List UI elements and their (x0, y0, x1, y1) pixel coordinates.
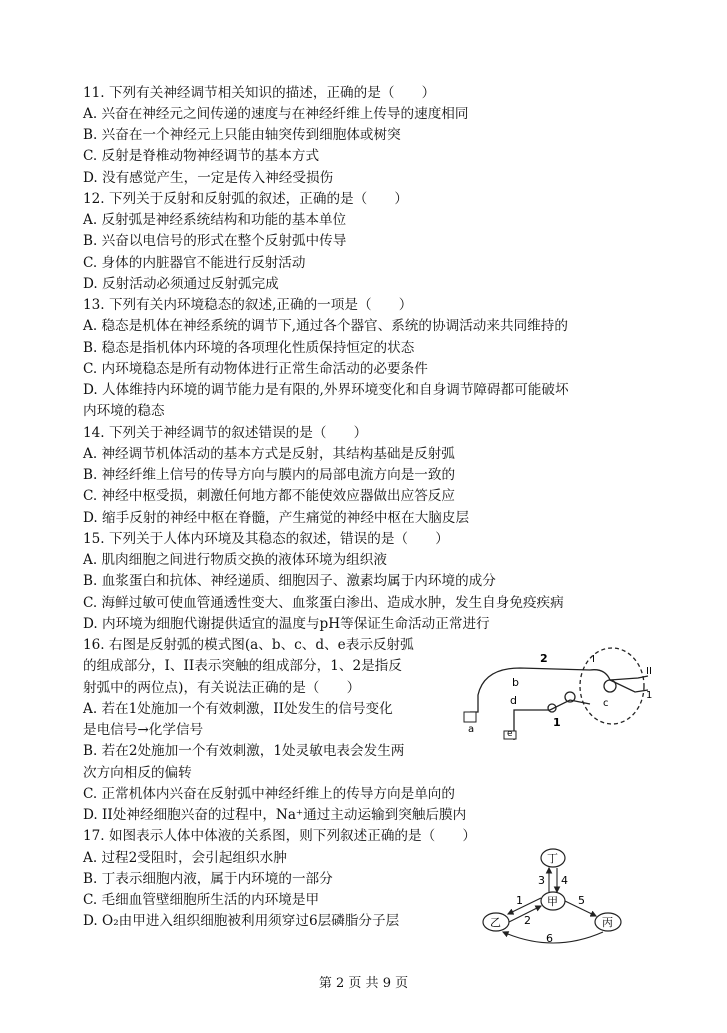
label-bing: 丙 (602, 916, 613, 929)
page-footer: 第 2 页 共 9 页 (318, 976, 409, 991)
option-a: A. 稳态是机体在神经系统的调节下,通过各个器官、系统的协调活动来共同维持的 (83, 318, 568, 334)
option-a: A. 若在1处施加一个有效刺激，II处发生的信号变化 (83, 701, 393, 717)
option-d: D. 内环境为细胞代谢提供适宜的温度与pH等保证生命活动正常进行 (83, 616, 490, 632)
arrow-6 (503, 932, 603, 943)
question-13-stem: 13. 下列有关内环境稳态的叙述,正确的一项是（ ） (83, 297, 413, 313)
option-d: D. 人体维持内环境的调节能力是有限的,外界环境变化和自身调节障碍都可能破坏 (83, 382, 569, 398)
option-b: B. 稳态是指机体内环境的各项理化性质保持恒定的状态 (83, 340, 415, 356)
option-b: B. 神经纤维上信号的传导方向与膜内的局部电流方向是一致的 (83, 467, 456, 483)
option-c: C. 正常机体内兴奋在反射弧中神经纤维上的传导方向是单向的 (83, 786, 455, 802)
option-a: A. 兴奋在神经元之间传递的速度与在神经纤维上传导的速度相同 (83, 106, 469, 122)
option-c: C. 身体的内脏器官不能进行反射活动 (83, 255, 306, 271)
label-ding: 丁 (547, 852, 558, 865)
label-1-right: 1 (646, 690, 653, 701)
label-d: d (510, 694, 517, 707)
label-I: I (592, 654, 595, 665)
question-11-stem: 11. 下列有关神经调节相关知识的描述，正确的是（ ） (83, 85, 436, 101)
option-b: B. 兴奋在一个神经元上只能由轴突传到细胞体或树突 (83, 127, 401, 143)
option-b: B. 兴奋以电信号的形式在整个反射弧中传导 (83, 233, 347, 249)
arrow-1 (508, 898, 541, 914)
question-16-stem-cont: 的组成部分，I、II表示突触的组成部分，1、2是指反 (83, 658, 402, 674)
label-e: e (507, 729, 513, 739)
label-a: a (468, 724, 475, 735)
effector-a (464, 712, 476, 722)
question-14-stem: 14. 下列关于神经调节的叙述错误的是（ ） (83, 425, 368, 441)
option-a: A. 反射弧是神经系统结构和功能的基本单位 (83, 212, 347, 228)
label-point-1: 1 (553, 716, 561, 729)
label-II: II (646, 666, 652, 677)
option-c: C. 神经中枢受损，刺激任何地方都不能使效应器做出应答反应 (83, 488, 455, 504)
question-12-stem: 12. 下列关于反射和反射弧的叙述，正确的是（ ） (83, 191, 409, 207)
option-c: C. 反射是脊椎动物神经调节的基本方式 (83, 148, 320, 164)
label-2: 2 (524, 914, 531, 927)
option-d: D. O₂由甲进入组织细胞被利用须穿过6层磷脂分子层 (83, 913, 400, 929)
label-jia: 甲 (547, 895, 558, 908)
option-a: A. 过程2受阻时，会引起组织水肿 (83, 850, 287, 866)
option-c: C. 内环境稳态是所有动物体进行正常生命活动的必要条件 (83, 361, 428, 377)
question-17-stem: 17. 如图表示人体中体液的关系图，则下列叙述正确的是（ ） (83, 828, 476, 844)
option-c: C. 毛细血管壁细胞所生活的内环境是甲 (83, 892, 320, 908)
option-d: D. 没有感觉产生，一定是传入神经受损伤 (83, 170, 334, 186)
option-b: B. 丁表示细胞内液，属于内环境的一部分 (83, 871, 333, 887)
question-16-stem-cont: 射弧中的两位点)，有关说法正确的是（ ） (83, 680, 361, 696)
option-b: B. 血浆蛋白和抗体、神经递质、细胞因子、激素均属于内环境的成分 (83, 573, 496, 589)
option-a: A. 肌肉细胞之间进行物质交换的液体环境为组织液 (83, 552, 387, 568)
label-6: 6 (546, 932, 553, 945)
option-a: A. 神经调节机体活动的基本方式是反射，其结构基础是反射弧 (83, 446, 455, 462)
label-c: c (603, 698, 609, 709)
option-b: B. 若在2处施加一个有效刺激，1处灵敏电表会发生两 (83, 743, 405, 759)
option-a-cont: 是电信号→化学信号 (83, 722, 204, 738)
option-c: C. 海鲜过敏可使血管通透性变大、血浆蛋白渗出、造成水肿，发生自身免疫疾病 (83, 595, 564, 611)
option-d: D. 缩手反射的神经中枢在脊髓，产生痛觉的神经中枢在大脑皮层 (83, 510, 470, 526)
label-4: 4 (561, 874, 568, 887)
question-15-stem: 15. 下列关于人体内环境及其稳态的叙述，错误的是（ ） (83, 531, 449, 547)
label-3: 3 (538, 874, 545, 887)
option-d: D. 反射活动必须通过反射弧完成 (83, 276, 279, 292)
question-16-stem: 16. 右图是反射弧的模式图(a、b、c、d、e表示反射弧 (83, 637, 414, 653)
option-d: D. II处神经细胞兴奋的过程中，Na⁺通过主动运输到突触后膜内 (83, 807, 467, 823)
label-point-2: 2 (540, 652, 548, 665)
body-fluid-figure (478, 846, 628, 946)
option-d-cont: 内环境的稳态 (83, 403, 165, 419)
label-yi: 乙 (490, 916, 501, 929)
option-b-cont: 次方向相反的偏转 (83, 765, 192, 781)
label-1: 1 (516, 894, 523, 907)
label-5: 5 (578, 894, 585, 907)
reflex-arc-figure (460, 640, 660, 740)
label-b: b (512, 676, 519, 689)
